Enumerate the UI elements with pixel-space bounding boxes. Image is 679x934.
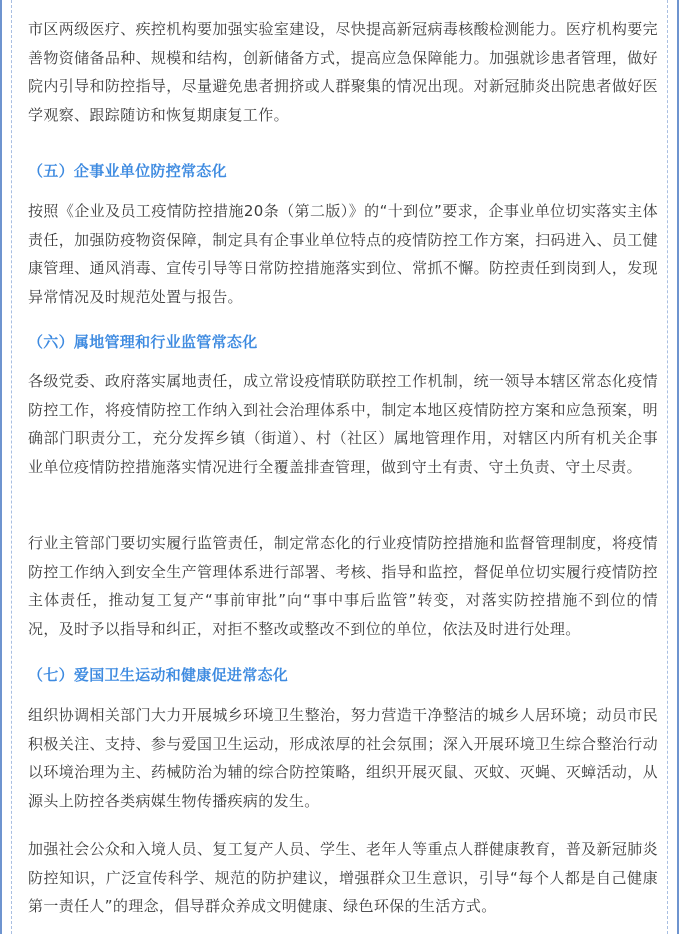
body-paragraph: 各级党委、政府落实属地责任，成立常设疫情联防联控工作机制，统一领导本辖区常态化疫情防控工作，将疫情防控工作纳入到社会治理体系中，制定本地区疫情防控方案和应急预案，明确部门职责分工，充分发挥乡镇（街道）、村（社区）属地管理作用，对辖区内所有机关企事业单位疫情防控措施落实情况进行全覆盖排查管理，做到守土有责、守土负责、守土尽责。: [28, 372, 658, 477]
section-heading: （七）爱国卫生运动和健康促进常态化: [28, 666, 289, 684]
body-paragraph: 行业主管部门要切实履行监管责任，制定常态化的行业疫情防控措施和监督管理制度，将疫情防控工作纳入到安全生产管理体系进行部署、考核、指导和监控，督促单位切实履行疫情防控主体责任，推动复工复产“事前审批”向“事中事后监管”转变，对落实防控措施不到位的情况，及时予以指导和纠正，对拒不整改或整改不到位的单位，依法及时进行处理。: [28, 534, 658, 639]
paragraph-enterprise: [28, 197, 658, 312]
section-heading-enterprise: [28, 160, 658, 182]
section-heading: （六）属地管理和行业监管常态化: [28, 333, 258, 351]
body-paragraph: 按照《企业及员工疫情防控措施20条（第二版）》的“十到位”要求，企事业单位切实落实主体责任，加强防疫物资保障，制定具有企事业单位特点的疫情防控工作方案，扫码进入、员工健康管理、通风消毒、宣传引导等日常防控措施落实到位、常抓不懈。防控责任到岗到人，发现异常情况及时规范处置与报告。: [28, 202, 658, 307]
section-heading-territorial: [28, 331, 658, 353]
section-heading-patriotic-health: [28, 664, 658, 686]
paragraph-patriotic-health-1: [28, 701, 658, 816]
section-heading: （五）企事业单位防控常态化: [28, 162, 227, 180]
paragraph-territorial-2: [28, 529, 658, 644]
paragraph-territorial-1: [28, 367, 658, 482]
paragraph-medical-institutions: [28, 15, 658, 130]
body-paragraph: 组织协调相关部门大力开展城乡环境卫生整治，努力营造干净整洁的城乡人居环境；动员市民积极关注、支持、参与爱国卫生运动，形成浓厚的社会氛围；深入开展环境卫生综合整治行动以环境治理为主、药械防治为辅的综合防控策略，组织开展灭鼠、灭蚊、灭蝇、灭蟑活动，从源头上防控各类病媒生物传播疾病的发生。: [28, 706, 658, 811]
paragraph-patriotic-health-2: [28, 835, 658, 921]
body-paragraph: 市区两级医疗、疾控机构要加强实验室建设，尽快提高新冠病毒核酸检测能力。医疗机构要完善物资储备品种、规模和结构，创新储备方式，提高应急保障能力。加强就诊患者管理，做好院内引导和防控指导，尽量避免患者拥挤或人群聚集的情况出现。对新冠肺炎出院患者做好医学观察、跟踪随访和恢复期康复工作。: [28, 20, 658, 125]
body-paragraph: 加强社会公众和入境人员、复工复产人员、学生、老年人等重点人群健康教育，普及新冠肺炎防控知识，广泛宣传科学、规范的防护建议，增强群众卫生意识，引导“每个人都是自己健康第一责任人”的理念，倡导群众养成文明健康、绿色环保的生活方式。: [28, 840, 658, 916]
